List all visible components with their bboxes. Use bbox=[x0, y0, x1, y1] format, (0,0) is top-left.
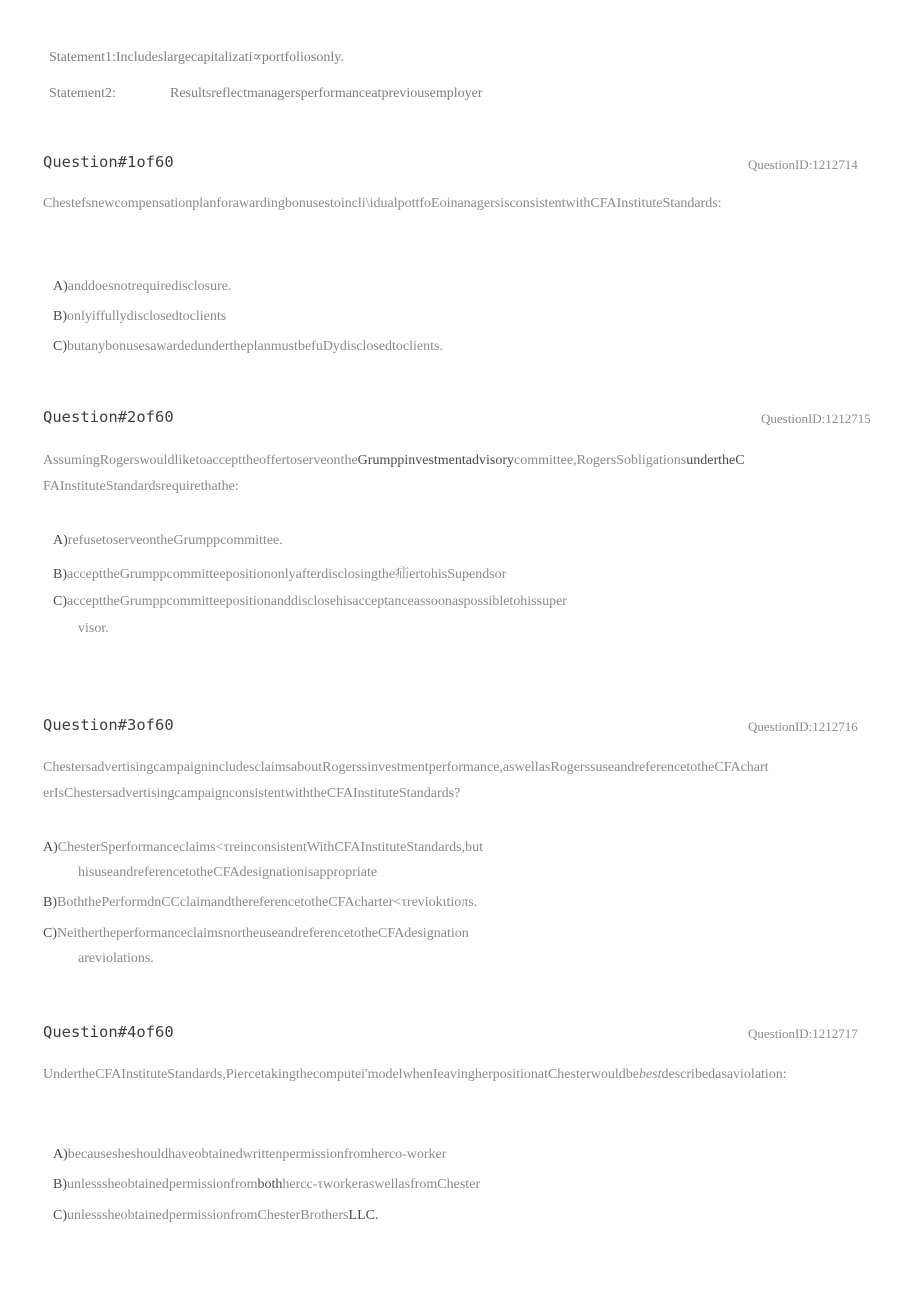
question-1-option-b[interactable] bbox=[53, 309, 226, 325]
question-3-header: Question#3of60 bbox=[43, 716, 174, 734]
option-label: A) bbox=[53, 279, 68, 294]
question-2-text-part-d: undertheC bbox=[686, 453, 745, 468]
question-1-option-c[interactable] bbox=[53, 339, 443, 355]
option-text: onlyiffullydisclosedtoclients bbox=[67, 309, 227, 324]
option-text: ChesterSperformanceclaims<τreinconsistentWithCFAInstituteStandards,but bbox=[57, 840, 484, 855]
question-2-option-a[interactable] bbox=[53, 533, 283, 549]
option-label: A) bbox=[53, 1147, 68, 1162]
option-label: C) bbox=[53, 339, 67, 354]
question-2-option-c-continuation: visor. bbox=[78, 621, 109, 636]
statement-2 bbox=[49, 86, 116, 102]
option-text: BoththePerformdnCCclaimandthereferencetotheCFAcharter<τreviokιtioπs. bbox=[57, 895, 478, 910]
option-label: C) bbox=[43, 926, 57, 941]
option-label: B) bbox=[53, 567, 67, 582]
question-2-text-line-2: FAInstituteStandardsrequirethathe: bbox=[43, 479, 239, 494]
option-label: C) bbox=[53, 1208, 67, 1223]
option-text-part-c: hercc-τworkeraswellasfromChester bbox=[282, 1177, 481, 1192]
question-4-option-a[interactable] bbox=[53, 1147, 446, 1163]
question-1-option-a[interactable] bbox=[53, 279, 231, 295]
option-text-part-a: unlesssheobtainedpermissionfromChesterBrothers bbox=[67, 1208, 349, 1223]
question-4-option-c[interactable] bbox=[53, 1208, 378, 1224]
option-label: A) bbox=[53, 533, 68, 548]
option-text-part-a: unlesssheobtainedpermissionfrom bbox=[67, 1177, 258, 1192]
option-label: C) bbox=[53, 594, 67, 609]
option-label: B) bbox=[53, 309, 67, 324]
question-2-option-b[interactable] bbox=[53, 563, 506, 583]
question-1-id: QuestionID:1212714 bbox=[748, 157, 858, 172]
option-label: B) bbox=[53, 1177, 67, 1192]
statement-2-label: Statement2: bbox=[49, 86, 116, 101]
question-1-text: Chestefsnewcompensationplanforawardingbonusestoincli\idualpottfoEoinanagersisconsistentwithCFAInstituteStandards: bbox=[43, 196, 722, 211]
question-3-option-b[interactable] bbox=[43, 895, 477, 911]
question-4-text-emphasis: best bbox=[638, 1067, 662, 1082]
option-text: anddoesnotrequiredisclosure. bbox=[67, 279, 232, 294]
question-2-text-part-a: AssumingRogerswouldliketoaccepttheoffertoserveonthe bbox=[43, 453, 358, 468]
question-4-text bbox=[43, 1062, 787, 1087]
option-text: becausesheshouldhaveobtainedwrittenpermissionfromherco-worker bbox=[67, 1147, 447, 1162]
question-3-text-line-2: erIsChestersadvertisingcampaignconsistentwiththeCFAInstituteStandards? bbox=[43, 786, 461, 801]
question-3-option-c[interactable] bbox=[43, 926, 469, 942]
question-3-id: QuestionID:1212716 bbox=[748, 719, 858, 734]
option-label: A) bbox=[43, 840, 58, 855]
question-4-text-part-c: describedasaviolation: bbox=[661, 1067, 787, 1082]
option-text: refusetoserveontheGrumppcommittee. bbox=[67, 533, 283, 548]
statement-1 bbox=[49, 49, 344, 66]
question-3-option-c-continuation: areviolations. bbox=[78, 951, 154, 966]
question-4-text-part-a: UndertheCFAInstituteStandards,Piercetakingthecomputei'modelwhenIeavingherpositionatChesterwouldbe bbox=[43, 1067, 639, 1082]
question-3-option-a-continuation: hisuseandreferencetotheCFAdesignationisappropriate bbox=[78, 865, 378, 880]
question-3-text-line-1: ChestersadvertisingcampaignincludesclaimsaboutRogerssinvestmentperformance,aswellasRogerssuseandreferencetotheCFAchart bbox=[43, 760, 769, 775]
question-4-option-b[interactable] bbox=[53, 1177, 480, 1193]
statement-2-text: Resultsreflectmanagersperformanceatpreviousemployer bbox=[170, 86, 483, 101]
question-2-option-c[interactable] bbox=[53, 594, 567, 610]
option-text: NeithertheperformanceclaimsnortheuseandreferencetotheCFAdesignation bbox=[57, 926, 469, 941]
question-1-header: Question#1of60 bbox=[43, 153, 174, 171]
question-4-header: Question#4of60 bbox=[43, 1023, 174, 1041]
option-text: butanybonusesawardedundertheplanmustbefuDydisclosedtoclients. bbox=[67, 339, 443, 354]
question-2-text-part-c: committee,RogersSobligations bbox=[513, 453, 687, 468]
option-label: B) bbox=[43, 895, 57, 910]
option-text: accepttheGrumppcommitteepositiononlyafterdisclosingthe疝ertohisSupendsor bbox=[67, 567, 507, 582]
option-text-part-b: both bbox=[257, 1177, 283, 1192]
statement-1-label: Statement1: bbox=[49, 50, 116, 65]
statement-1-text: Includeslargecapitalizati∝portfoliosonly. bbox=[115, 50, 344, 65]
question-4-id: QuestionID:1212717 bbox=[748, 1026, 858, 1041]
option-text: accepttheGrumppcommitteepositionanddisclosehisacceptanceassoonaspossibletohissuper bbox=[67, 594, 567, 609]
question-2-id: QuestionID:1212715 bbox=[761, 411, 871, 426]
question-2-text-part-b: Grumppinvestmentadvisory bbox=[357, 453, 514, 468]
question-3-option-a[interactable] bbox=[43, 840, 483, 856]
question-2-header: Question#2of60 bbox=[43, 408, 174, 426]
option-text-part-b: LLC. bbox=[348, 1208, 379, 1223]
question-2-text-line-1 bbox=[43, 448, 745, 473]
